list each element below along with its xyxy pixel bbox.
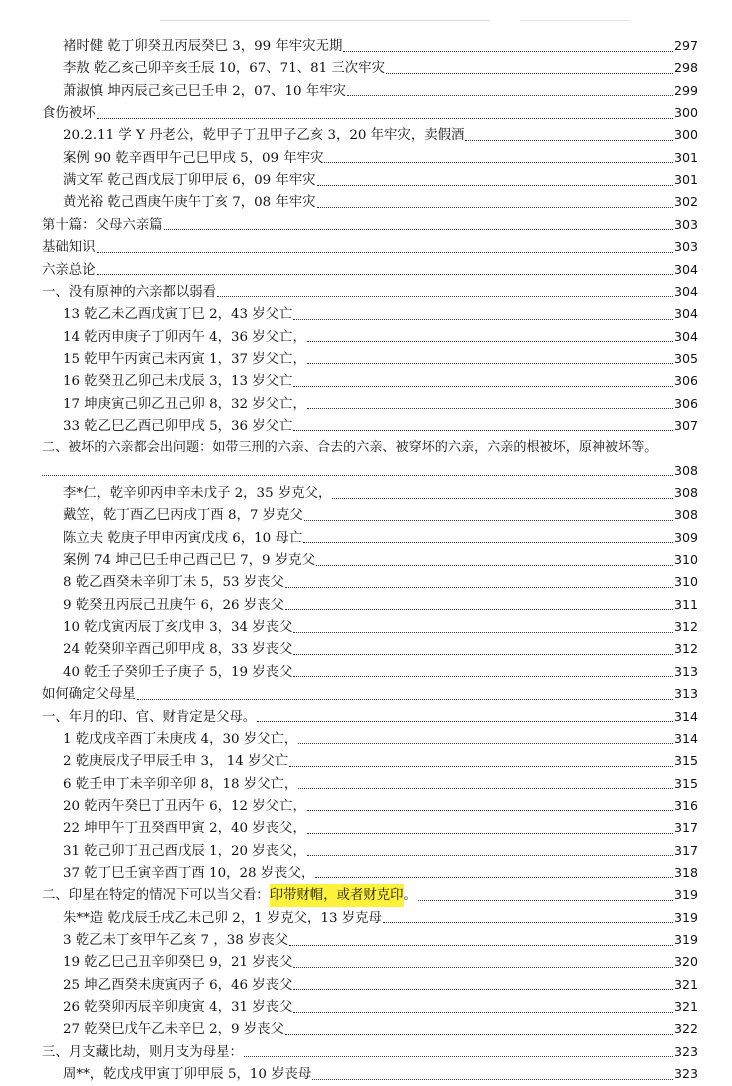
toc-entry-title: 如何确定父母星 <box>42 687 136 703</box>
toc-entry[interactable] <box>63 593 698 616</box>
toc-page-number: 305 <box>673 350 698 366</box>
toc-page-number: 323 <box>673 1043 698 1059</box>
toc-entry-title: 1 乾戊戌辛酉丁未庚戌 4，30 岁父亡， <box>63 731 298 747</box>
toc-page-number: 315 <box>673 753 698 769</box>
toc-entry-title: 陈立夫 乾庚子甲申丙寅戊戌 6，10 母亡 <box>63 530 303 546</box>
toc-page-number: 310 <box>673 574 698 590</box>
dot-leader <box>293 966 673 968</box>
toc-entry[interactable] <box>63 503 698 526</box>
dot-leader <box>343 50 673 52</box>
toc-entry-title: 6 乾壬申丁未辛卯辛卯 8，18 岁父亡， <box>63 776 298 792</box>
toc-page-number: 306 <box>673 395 698 411</box>
toc-entry-title: 。 <box>403 888 417 904</box>
toc-entry-title: 24 乾癸卯辛酉己卯甲戌 8，33 岁丧父 <box>63 642 293 658</box>
toc-entry[interactable] <box>63 570 698 593</box>
toc-entry[interactable] <box>42 258 698 281</box>
toc-page-number: 298 <box>673 60 698 76</box>
toc-entry[interactable] <box>42 705 698 728</box>
toc-entry[interactable] <box>63 369 698 392</box>
toc-entry-title: 萧淑慎 坤丙辰己亥己巳壬申 2，07、10 年牢灾 <box>63 83 347 99</box>
toc-entry-title: 19 乾乙巳己丑辛卯癸巳 9，21 岁丧父 <box>63 955 293 971</box>
dot-leader <box>97 251 673 253</box>
dot-leader <box>298 787 673 789</box>
toc-page-number: 299 <box>673 82 698 98</box>
toc-entry-title: 一、没有原神的六亲都以弱看 <box>42 284 217 300</box>
toc-page-number: 319 <box>673 909 698 925</box>
dot-leader <box>312 1078 673 1080</box>
toc-entry[interactable] <box>63 526 698 549</box>
toc-page-number: 319 <box>673 932 698 947</box>
toc-page-number: 300 <box>673 105 698 121</box>
toc-page-number: 311 <box>673 596 698 612</box>
toc-entry-title: 17 坤庚寅己卯乙丑己卯 8，32 岁父亡， <box>63 396 306 412</box>
toc-page-number: 301 <box>673 149 698 165</box>
toc-entry-title: 周**，乾戊戌甲寅丁卯甲辰 5，10 岁丧母 <box>63 1067 312 1083</box>
dot-leader <box>303 541 673 543</box>
dot-leader <box>307 340 673 342</box>
toc-page-number: 315 <box>673 775 698 791</box>
toc-page-number: 307 <box>673 417 698 433</box>
toc-entry[interactable] <box>42 280 698 303</box>
dot-leader <box>298 742 673 744</box>
dot-leader <box>293 1011 673 1013</box>
toc-entry[interactable] <box>63 794 698 817</box>
toc-entry[interactable] <box>42 436 698 459</box>
toc-entry[interactable] <box>63 928 698 951</box>
toc-entry-title: 李敖 乾乙亥己卯辛亥壬辰 10，67、71、81 三次牢灾 <box>63 61 385 77</box>
dot-leader <box>317 184 673 186</box>
toc-entry-title: 27 乾癸巳戊午乙未辛巳 2，9 岁丧父 <box>63 1022 284 1038</box>
toc-page-number: 304 <box>673 328 698 344</box>
toc-entry[interactable] <box>63 727 698 750</box>
toc-page-number: 312 <box>673 641 698 657</box>
toc-entry-title: 案例 74 坤己巳壬申己酉己巳 7，9 岁克父 <box>63 553 315 569</box>
toc-entry-title: 2 乾庚辰戊子甲辰壬申 3， 14 岁父亡 <box>63 754 289 770</box>
dot-leader <box>316 564 673 566</box>
dot-leader <box>293 318 673 320</box>
toc-entry[interactable] <box>63 995 698 1018</box>
toc-entry[interactable] <box>42 213 698 236</box>
toc-entry-title: 黄光裕 乾己酉庚午庚午丁亥 7，08 年牢灾 <box>63 195 316 211</box>
dot-leader <box>324 161 672 163</box>
toc-entry[interactable] <box>63 481 698 504</box>
toc-entry-title: 37 乾丁巳壬寅辛酉丁酉 10，28 岁丧父， <box>63 865 315 881</box>
toc-entry[interactable] <box>63 168 698 191</box>
toc-entry[interactable] <box>63 973 698 996</box>
toc-page-number: 309 <box>673 529 698 545</box>
toc-entry-title: 六亲总论 <box>42 262 96 278</box>
scan-artifact-line <box>520 20 630 21</box>
toc-entry[interactable] <box>63 816 698 839</box>
toc-entry-title: 20 乾丙午癸巳丁丑丙午 6，12 岁父亡， <box>63 798 306 814</box>
toc-page-number: 316 <box>673 797 698 813</box>
toc-page-number: 323 <box>673 1066 698 1082</box>
toc-entry[interactable] <box>63 1062 698 1085</box>
toc-entry-title: 14 乾丙申庚子丁卯丙午 4，36 岁父亡， <box>63 329 306 345</box>
toc-entry[interactable] <box>63 190 698 213</box>
toc-page-number: 312 <box>673 619 698 635</box>
dot-leader <box>97 117 673 119</box>
toc-entry-title: 二、被坏的六亲都会出问题：如带三刑的六亲、合去的六亲、被穿坏的六亲，六亲的根被坏，原神被坏等。 <box>42 440 658 456</box>
toc-entry[interactable] <box>42 459 698 482</box>
toc-page-number: 308 <box>673 485 698 500</box>
toc-entry[interactable] <box>63 414 698 437</box>
dot-leader <box>293 385 673 387</box>
toc-page-number: 314 <box>673 730 698 746</box>
scan-artifact-line <box>160 20 490 21</box>
toc-entry[interactable] <box>63 861 698 884</box>
toc-entry-title: 16 乾癸丑乙卯己未戊辰 3，13 岁父亡 <box>63 374 293 390</box>
dot-leader <box>285 1033 673 1035</box>
dot-leader <box>217 295 673 297</box>
toc-entry-title: 一、年月的印、官、财肯定是父母。 <box>42 709 257 725</box>
toc-entry[interactable] <box>63 548 698 571</box>
toc-page-number: 304 <box>673 283 698 299</box>
toc-entry[interactable] <box>63 1017 698 1040</box>
toc-entry[interactable] <box>63 79 698 102</box>
toc-page-number: 304 <box>673 306 698 322</box>
dot-leader <box>307 854 673 856</box>
toc-entry-title: 戴笠，乾丁酉乙巳丙戌丁酉 8，7 岁克父 <box>63 508 303 524</box>
toc-entry[interactable] <box>42 682 698 705</box>
toc-entry-title: 15 乾甲午丙寅己未丙寅 1，37 岁父亡， <box>63 351 306 367</box>
dot-leader <box>97 273 673 275</box>
toc-entry[interactable] <box>63 325 698 348</box>
toc-page-number: 318 <box>673 864 698 880</box>
toc-entry-title: 22 坤甲午丁丑癸酉甲寅 2，40 岁丧父， <box>63 821 306 837</box>
toc-page-number: 320 <box>673 954 698 970</box>
toc-entry-title: 31 乾己卯丁丑己酉戊辰 1，20 岁丧父， <box>63 843 306 859</box>
dot-leader <box>285 608 673 610</box>
toc-page-number: 306 <box>673 373 698 389</box>
toc-entry-title: 第十篇：父母六亲篇 <box>42 217 163 233</box>
dot-leader <box>289 944 673 946</box>
dot-leader <box>315 876 673 878</box>
toc-page-number: 313 <box>673 686 698 702</box>
toc-entry[interactable] <box>63 392 698 415</box>
dot-leader <box>137 698 673 700</box>
toc-entry-title: 13 乾乙未乙酉戊寅丁巳 2，43 岁父亡 <box>63 307 293 323</box>
toc-entry[interactable] <box>63 772 698 795</box>
toc-entry[interactable] <box>63 34 698 57</box>
toc-entry-title: 10 乾戊寅丙辰丁亥戊申 3，34 岁丧父 <box>63 620 293 636</box>
toc-entry[interactable] <box>63 146 698 169</box>
dot-leader <box>304 519 673 521</box>
toc-entry-title: 基础知识 <box>42 240 96 256</box>
dot-leader <box>285 586 673 588</box>
dot-leader <box>293 675 673 677</box>
toc-entry-title: 3 乾乙未丁亥甲午乙亥 7 ，38 岁丧父 <box>63 933 289 948</box>
toc-entry[interactable] <box>42 883 698 906</box>
toc-entry[interactable] <box>63 123 698 146</box>
toc-entry[interactable] <box>42 235 698 258</box>
toc-entry[interactable] <box>63 749 698 772</box>
toc-entry-title: 26 乾癸卯丙辰辛卯庚寅 4，31 岁丧父 <box>63 1000 293 1016</box>
toc-entry[interactable] <box>63 302 698 325</box>
dot-leader <box>307 809 673 811</box>
dot-leader <box>332 497 673 499</box>
toc-page-number: 303 <box>673 216 698 232</box>
dot-leader <box>317 206 673 208</box>
toc-entry[interactable] <box>63 56 698 79</box>
toc-entry-title: 褚时健 乾丁卯癸丑丙辰癸巳 3，99 年牢灾无期 <box>63 39 343 54</box>
dot-leader <box>293 988 673 990</box>
toc-page-number: 302 <box>673 194 698 210</box>
toc-page-number: 321 <box>673 999 698 1015</box>
toc-page-number: 300 <box>673 127 698 143</box>
toc-page-number: 321 <box>673 976 698 992</box>
toc-entry-title: 三、月支藏比劫，则月支为母星： <box>42 1044 243 1060</box>
toc-entry-title: 食伤被坏 <box>42 106 96 122</box>
toc-entry-title: 满文军 乾己酉戊辰丁卯甲辰 6，09 年牢灾 <box>63 173 316 189</box>
dot-leader <box>293 653 673 655</box>
toc-page-number: 310 <box>673 552 698 568</box>
toc-page-number: 313 <box>673 663 698 679</box>
toc-entry[interactable] <box>63 839 698 862</box>
toc-entry-title: 二、印星在特定的情况下可以当父看： <box>42 888 270 904</box>
dot-leader <box>289 765 673 767</box>
dot-leader <box>307 362 673 364</box>
toc-entry-title: 25 坤乙酉癸未庚寅丙子 6，46 岁丧父 <box>63 977 293 993</box>
toc-entry[interactable] <box>63 660 698 683</box>
dot-leader <box>307 407 673 409</box>
toc-page-number: 319 <box>673 887 698 903</box>
toc-entry[interactable] <box>63 637 698 660</box>
toc-page-number: 317 <box>673 820 698 836</box>
dot-leader <box>293 429 673 431</box>
dot-leader <box>386 72 673 74</box>
toc-entry-title: 8 乾乙酉癸未辛卯丁未 5，53 岁丧父 <box>63 575 284 591</box>
toc-page-number: 301 <box>673 172 698 188</box>
toc-entry[interactable] <box>42 1040 698 1063</box>
toc-entry-title: 20.2.11 学 Y 丹老公，乾甲子丁丑甲子乙亥 3，20 年牢灾，卖假酒 <box>63 128 465 144</box>
toc-entry-title: 李*仁，乾辛卯丙申辛未戊子 2，35 岁克父， <box>63 486 332 501</box>
toc-page-number: 317 <box>673 842 698 858</box>
toc-page-number: 304 <box>673 261 698 277</box>
dot-leader <box>307 832 673 834</box>
toc-entry-highlight: 印带财帽，或者财克印 <box>270 884 404 907</box>
toc-entry[interactable] <box>63 615 698 638</box>
toc-page-number: 297 <box>673 38 698 53</box>
toc-entry-title: 40 乾壬子癸卯壬子庚子 5，19 岁丧父 <box>63 664 293 680</box>
toc-entry[interactable] <box>63 347 698 370</box>
dot-leader <box>465 139 673 141</box>
dot-leader <box>42 474 673 476</box>
dot-leader <box>293 631 673 633</box>
toc-entry[interactable] <box>63 906 698 929</box>
dot-leader <box>347 94 673 96</box>
toc-page-number: 314 <box>673 708 698 724</box>
toc-entry[interactable] <box>42 101 698 124</box>
toc-entry-title: 9 乾癸丑丙辰己丑庚午 6，26 岁丧父 <box>63 597 284 613</box>
toc-page-number: 303 <box>673 239 698 255</box>
toc-page-number: 308 <box>673 507 698 523</box>
toc-entry-title: 33 乾乙巳乙酉己卯甲戌 5，36 岁父亡 <box>63 418 293 434</box>
toc-entry-title: 朱**造 乾戊辰壬戌乙未己卯 2，1 岁克父，13 岁克母 <box>63 910 382 926</box>
dot-leader <box>257 720 673 722</box>
dot-leader <box>244 1055 673 1057</box>
toc-entry-title: 案例 90 乾辛酉甲午己巳甲戌 5，09 年牢灾 <box>63 150 324 166</box>
toc-page-number: 308 <box>673 462 698 478</box>
toc-page-number: 322 <box>673 1021 698 1037</box>
toc-entry[interactable] <box>63 950 698 973</box>
dot-leader <box>164 228 673 230</box>
dot-leader <box>383 921 673 923</box>
dot-leader <box>418 899 673 901</box>
